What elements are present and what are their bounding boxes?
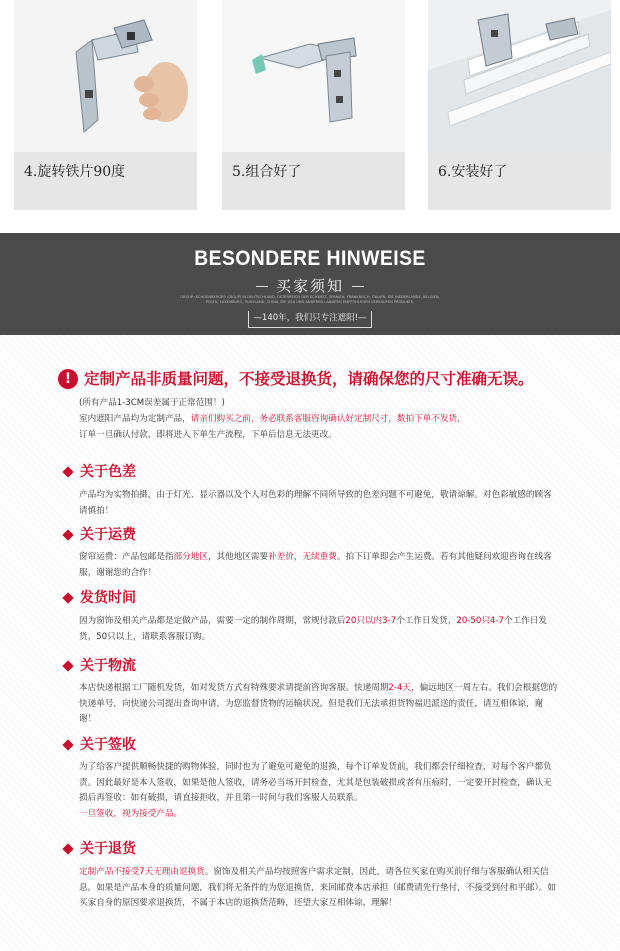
installation-steps [0,0,620,228]
step-caption: 5.组合好了 [232,164,302,180]
step-card-4 [14,0,197,210]
section-body: 产品均为实物拍摄，由于灯光、显示器以及个人对色彩的理解不同所导致的色差问题不可避免，敬请谅解。对色彩敏感的顾客请慎拍！ [79,490,552,516]
warning-text: 定制产品非质量问题，不接受退换货，请确保您的尺寸准确无误。 [84,370,534,388]
banner-title-cn: 买家须知 [275,277,344,295]
bracket-installed-photo [428,0,611,152]
section-title: 关于色差 [80,464,136,480]
notice-banner [0,233,620,335]
diamond-bullet-icon [62,739,73,750]
section-title: 关于退货 [80,841,136,857]
section-body: 窗帘运费：产品包邮是指部分地区，其他地区需要补差价，无续重费。拍下订单即会产生运费。若有其他疑问欢迎咨询在线客服，谢谢您的合作！ [79,552,552,578]
banner-slogan: —140年，我们只专注遮阳!— [248,311,372,328]
section-title: 发货时间 [80,590,136,606]
section-body: 本店快递根据工厂随机发货，如对发货方式有特殊要求请提前咨询客服。快递周期2-4天，偏远地区一周左右。我们会根据您的快递单号，向快递公司提出查询申请，为您监督货物的运输状况。但是我们无法承担货物福迟派送的责任，请互相体谅，谢谢！ [79,683,558,724]
diamond-bullet-icon [62,843,73,854]
tolerance-note: (所有产品1-3CM误差属于正常范围！) [79,398,225,408]
section-title: 关于运费 [80,527,136,543]
section-body: 定制产品不接受7天无理由退换货。窗饰及相关产品均按照客户需求定制，因此，请各位买家在购买前仔细与客服确认相关信息。如果是产品本身的质量问题，我们将无条件的为您退换货，来回邮费本店承担（邮费请先行垫付，不接受到付和平邮）。如买家自身的原因要求退换货，不属于本店的退换货范畴，还望大家互相体谅，理解！ [79,867,556,908]
diamond-bullet-icon [62,466,73,477]
divider [352,286,364,287]
diamond-bullet-icon [62,592,73,603]
step-card-6 [428,0,611,210]
bracket-rotate-photo [14,0,197,152]
step-card-5 [222,0,405,210]
section-body: 为了给客户提供顺畅快捷的购物体验，同时也为了避免可避免的退换，每个订单发货前，我们都会仔细检查，对每个客户都负责。因此最好是本人签收，如果是他人签收，请务必当场开封检查，尤其是包装破损或者有压痕时，一定要开封检查，确认无损后再签收：如有破损，请直接拒收，并且第一时间与我们客服人员联系。 一旦签收，视为接受产品。 [79,762,552,819]
bracket-assembled-photo [222,0,405,152]
section-title: 关于签收 [80,737,136,753]
intro-paragraph: 室内遮阳产品均为定制产品，请亲们购买之前，务必联系客服咨询确认好定制尺寸，数拍下单不发货， 订单一旦确认付款，即将进入下单生产流程，下单后信息无法更改。 [79,414,466,440]
diamond-bullet-icon [62,529,73,540]
divider [256,286,268,287]
exclamation-icon: ! [58,369,78,389]
banner-title-en: BESONDERE HINWEISE [194,247,426,270]
section-body: 因为窗饰及相关产品都是定做产品，需要一定的制作周期，常规付款后20只以内3-7个工作日发货，20-50只4-7个工作日发货，50只以上，请联系客服订购。 [79,616,547,642]
buyer-notice [0,335,620,951]
section-title: 关于物流 [80,658,136,674]
diamond-bullet-icon [62,660,73,671]
step-caption: 4.旋转铁片90度 [24,164,126,180]
banner-fine-print: GROUP (SCHOENBERGER GROUP) IN DEUTSCHLAND, OSTERREICH DER SCHWEIZ, SPANIEN, FRANKREICH, ITALIEN, DIE NIEDERLANDE, BELGIEN, POLEN, LUXEMBURG, RUSSLAND, CHINA, DIE USA UND ANDEREN LANDERN EMPFOHLENEN VERKAUFEN PRODUKTE. [180,295,440,304]
banner-title-row [0,275,620,293]
step-caption: 6.安装好了 [438,164,508,180]
